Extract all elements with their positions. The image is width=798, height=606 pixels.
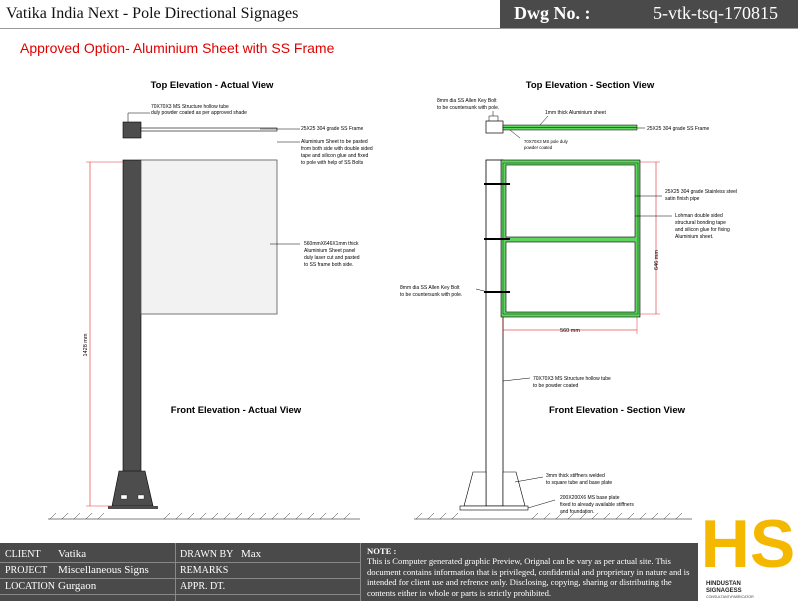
left-top-pole-section — [123, 122, 141, 138]
title-block-divider-2 — [360, 543, 361, 601]
right-width-dim: 560 mm — [560, 328, 580, 334]
right-note-tube-1: 70X70X3 MS Structure hollow tube — [533, 376, 611, 382]
project-label: PROJECT — [5, 565, 48, 576]
right-note-bolt-top-2: to be countersunk with pole. — [437, 105, 500, 111]
right-pole — [486, 160, 503, 506]
right-note-tape-1: Lohman double sided — [675, 213, 723, 219]
right-note-stiff-1: 3mm thick stiffners welded — [546, 473, 605, 479]
right-upper-bay — [506, 165, 635, 237]
client-label: CLIENT — [5, 549, 41, 560]
right-note-tube-small-2: powder coated — [524, 145, 553, 150]
right-lower-bay — [506, 242, 635, 312]
left-base-plate — [108, 506, 158, 509]
location-value: Gurgaon — [58, 580, 97, 592]
note-text: This is Computer generated graphic Preview, Orignal can be vary as per actual site. This document contains information that is privileged, confidential and proprietary in nature and is intended for client use and refrence only. Disclosing, copying, sharing or distributing the contents either in whole or parts is strictly prohibited. — [367, 556, 690, 598]
left-note-tube-2: duly powder coated as per approved shade — [151, 110, 247, 116]
drawing-number: 5-vtk-tsq-170815 — [653, 3, 778, 23]
logo-line-2: SIGNAGESS — [706, 588, 742, 594]
right-top-title: Top Elevation - Section View — [525, 80, 655, 91]
right-note-sheet: 1mm thick Aluminium sheet — [545, 110, 606, 116]
left-note-sheet-4: to pole with help of SS Bolts — [301, 160, 364, 166]
appr-date-label: APPR. DT. — [180, 581, 226, 592]
logo-letters: HS — [700, 506, 796, 582]
right-note-base-2: fixed to already available stiffners — [560, 502, 634, 508]
title-block-row-3 — [0, 579, 360, 595]
drawn-by-value: Max — [241, 548, 262, 560]
remarks-label: REMARKS — [180, 565, 229, 576]
right-height-dim: 646 mm — [654, 250, 660, 270]
left-front-title: Front Elevation - Actual View — [170, 405, 302, 416]
drawn-by-label: DRAWN BY — [180, 549, 234, 560]
right-note-bolt-side-1: 8mm dia SS Allen Key Bolt — [400, 285, 460, 291]
right-stiffener-right — [503, 472, 525, 506]
left-note-tube-1: 70X70X3 MS Structure hollow tube — [151, 104, 229, 110]
title-block-row-2 — [0, 563, 360, 579]
drawing-number-label: Dwg No. : — [514, 3, 591, 23]
client-value: Vatika — [58, 548, 87, 560]
left-height-dim: 1428 mm — [83, 333, 89, 357]
location-label: LOCATION — [5, 581, 55, 592]
left-note-sheet-3: tape and silicon glue and fixed — [301, 153, 369, 159]
right-stiffener-left — [464, 472, 486, 506]
note-heading: NOTE : — [367, 546, 397, 556]
drawing-title: Vatika India Next - Pole Directional Signages — [6, 5, 299, 22]
right-note-ss-pipe-1: 25X25 304 grade Stainless steel — [665, 189, 737, 195]
left-note-panel-2: Aluminium Sheet panel — [304, 248, 356, 254]
right-top-pole-section — [486, 121, 503, 133]
title-block-table — [0, 543, 360, 601]
left-note-sheet-1: Aluminium Sheet to be pasted — [301, 139, 368, 145]
project-value: Miscellaneous Signs — [58, 564, 149, 576]
right-note-ss-pipe-2: satin finish pipe — [665, 196, 700, 202]
left-sign-panel — [141, 160, 277, 314]
title-block-divider-1 — [175, 543, 176, 601]
logo-tagline: CONSULTANT•FABRICATOR — [706, 595, 754, 599]
right-note-base-3: and foundation. — [560, 509, 595, 515]
title-block — [0, 543, 798, 601]
approved-option-title: Approved Option- Aluminium Sheet with SS Frame — [20, 40, 335, 56]
right-note-tape-2: structural bonding tape — [675, 220, 726, 226]
right-note-tube-small-1: 70X70X3 MS pole duly — [524, 139, 568, 144]
left-base-stiffener — [112, 471, 153, 506]
right-note-bolt-top-1: 8mm dia SS Allen Key Bolt — [437, 98, 497, 104]
right-note-tube-2: to be powder coated — [533, 383, 579, 389]
left-note-panel-3: duly laser cut and pasted — [304, 255, 360, 261]
right-note-tape-4: Aluminium sheet. — [675, 234, 714, 240]
left-note-frame: 25X25 304 grade SS Frame — [301, 126, 364, 132]
right-note-base-1: 200X200X6 MS base plate — [560, 495, 620, 501]
right-note-frame: 25X25 304 grade SS Frame — [647, 126, 710, 132]
right-note-stiff-2: to square tube and base plate — [546, 480, 613, 486]
left-note-panel-1: 560mmX646X1mm thick — [304, 241, 359, 247]
left-top-title: Top Elevation - Actual View — [150, 80, 274, 91]
title-block-row-1 — [0, 547, 360, 563]
company-logo — [698, 505, 798, 601]
logo-graphic — [698, 505, 798, 601]
right-base-plate — [460, 506, 528, 510]
right-note-bolt-side-2: to be countersunk with pole. — [400, 292, 463, 298]
right-front-title: Front Elevation - Section View — [548, 405, 686, 416]
left-top-panel-section — [141, 128, 277, 131]
left-note-sheet-2: from both side with double sided — [301, 146, 373, 152]
disclaimer-note — [367, 546, 697, 598]
left-pole — [123, 160, 141, 506]
left-note-panel-4: to SS frame both side. — [304, 262, 354, 268]
right-note-tape-3: and silicon glue for fixing — [675, 227, 730, 233]
logo-line-1: HINDUSTAN — [706, 581, 741, 587]
